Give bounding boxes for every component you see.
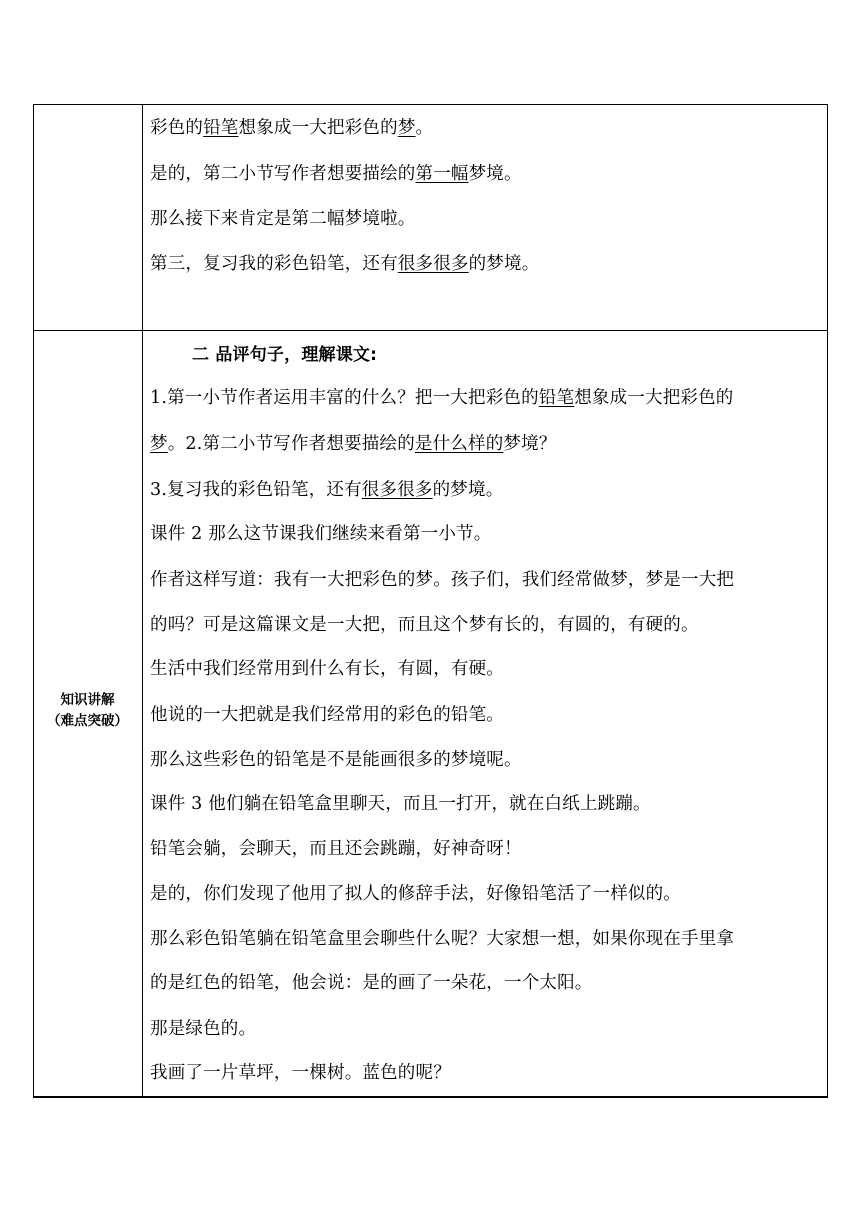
row-label-line1: 知识讲解 <box>60 692 115 708</box>
text-line <box>150 882 681 906</box>
text-line <box>150 748 522 772</box>
underlined-text: 是什么样的 <box>414 434 504 454</box>
text-segment: 课件 3 他们躺在铅笔盒里聊天，而且一打开，就在白纸上跳蹦。 <box>150 794 651 814</box>
text-segment: 。 <box>415 118 434 138</box>
text-segment: 3.复习我的彩色铅笔，还有 <box>150 480 362 500</box>
underlined-text: 很多很多 <box>361 480 433 500</box>
text-segment: 的梦境。 <box>468 254 540 274</box>
text-segment: 彩色的 <box>150 118 204 138</box>
table-right-border <box>827 104 828 1098</box>
text-segment: 作者这样写道：我有一大把彩色的梦。孩子们，我们经常做梦，梦是一大把 <box>150 570 735 590</box>
text-line <box>150 792 651 816</box>
text-segment: 梦境。 <box>468 164 522 184</box>
text-segment: 那是绿色的。 <box>150 1019 257 1039</box>
row-label-line2: （难点突破） <box>47 713 128 729</box>
text-segment: 的梦境。 <box>432 480 504 500</box>
underlined-text: 第一幅 <box>415 164 469 184</box>
text-line <box>150 252 539 276</box>
row-label <box>33 690 142 732</box>
text-line <box>150 927 734 951</box>
text-line <box>150 613 699 637</box>
text-segment: 铅笔会躺，会聊天，而且还会跳蹦，好神奇呀！ <box>150 839 522 859</box>
text-segment: 梦境？ <box>503 434 557 454</box>
text-segment: 第三，复习我的彩色铅笔，还有 <box>150 254 398 274</box>
table-top-border <box>33 104 828 105</box>
underlined-text: 铅笔 <box>203 118 239 138</box>
underlined-text: 铅笔 <box>538 388 575 408</box>
text-segment: 生活中我们经常用到什么有长，有圆，有硬。 <box>150 659 504 679</box>
row-divider <box>33 330 828 331</box>
text-line <box>150 1017 256 1041</box>
underlined-text: 很多很多 <box>397 254 469 274</box>
text-line <box>150 432 557 456</box>
column-divider <box>142 104 143 1098</box>
section-heading: 二 品评句子，理解课文: <box>192 345 378 365</box>
text-segment: 的吗？可是这篇课文是一大把，而且这个梦有长的，有圆的，有硬的。 <box>150 615 699 635</box>
text-line <box>150 207 416 231</box>
text-segment: 他说的一大把就是我们经常用的彩色的铅笔。 <box>150 705 504 725</box>
text-line <box>150 522 491 546</box>
text-line <box>150 971 593 995</box>
text-segment: 想象成一大把彩色的 <box>574 388 734 408</box>
text-segment: 那么彩色铅笔躺在铅笔盒里会聊些什么呢？大家想一想，如果你现在手里拿 <box>150 929 735 949</box>
table-left-border <box>33 104 34 1098</box>
text-line <box>150 837 522 861</box>
text-line <box>150 478 503 502</box>
text-line <box>150 386 734 410</box>
text-line <box>150 568 734 592</box>
text-line <box>150 162 522 186</box>
text-segment: 我画了一片草坪，一棵树。蓝色的呢？ <box>150 1063 451 1083</box>
underlined-text: 梦 <box>150 434 168 454</box>
text-line <box>150 703 504 727</box>
text-segment: 那么接下来肯定是第二幅梦境啦。 <box>150 209 416 229</box>
text-line <box>150 116 433 140</box>
text-line <box>150 657 504 681</box>
underlined-text: 梦 <box>397 118 416 138</box>
text-line <box>150 1061 451 1085</box>
table-bottom-border <box>33 1096 828 1098</box>
text-segment: 的是红色的铅笔，他会说：是的画了一朵花，一个太阳。 <box>150 973 593 993</box>
text-segment: 1.第一小节作者运用丰富的什么？把一大把彩色的 <box>150 388 539 408</box>
text-segment: 那么这些彩色的铅笔是不是能画很多的梦境呢。 <box>150 750 522 770</box>
text-segment: 。2.第二小节写作者想要描绘的 <box>167 434 415 454</box>
text-segment: 是的，你们发现了他用了拟人的修辞手法，好像铅笔活了一样似的。 <box>150 884 681 904</box>
text-segment: 课件 2 那么这节课我们继续来看第一小节。 <box>150 524 492 544</box>
text-segment: 是的，第二小节写作者想要描绘的 <box>150 164 416 184</box>
text-segment: 想象成一大把彩色的 <box>238 118 398 138</box>
